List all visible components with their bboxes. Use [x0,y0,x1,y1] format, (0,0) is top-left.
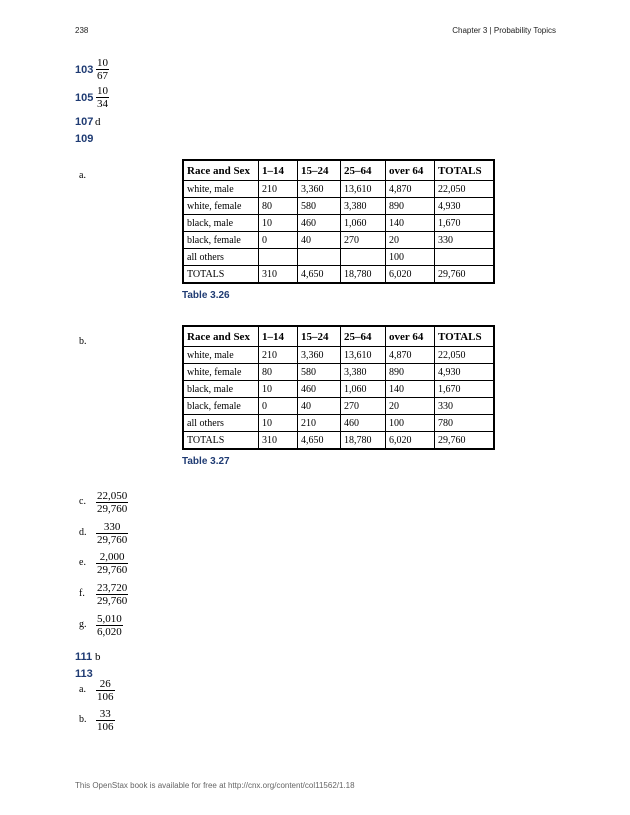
table-row [183,432,494,450]
table-cell: 460 [341,415,386,432]
chapter-title: Chapter 3 | Probability Topics [452,26,556,35]
table-header-row [183,160,494,181]
numerator: 330 [103,521,121,533]
table-row [183,398,494,415]
fraction [96,614,123,637]
table-cell: TOTALS [183,432,259,450]
table-header-cell: 15–24 [298,160,341,181]
footer-text: This OpenStax book is available for free at http://cnx.org/content/col11562/1.18 [75,781,355,790]
table-cell: 3,360 [298,347,341,364]
table-cell: 100 [386,249,435,266]
numerator: 23,720 [97,582,128,594]
table-cell: 0 [259,398,298,415]
table-cell: all others [183,415,259,432]
table-cell: 1,670 [435,381,495,398]
table-cell: white, male [183,181,259,198]
numerator: 2,000 [99,551,125,563]
table-cell: black, male [183,381,259,398]
table-cell: 10 [259,381,298,398]
answer-number-107: 107 [75,116,94,128]
answer-text-107: d [95,116,101,128]
part-label: f. [79,588,85,599]
table-cell: 270 [341,398,386,415]
table-cell: 22,050 [435,347,495,364]
table-header-cell: 1–14 [259,326,298,347]
part-label-a: a. [79,170,86,181]
fraction-105 [96,86,109,109]
table-cell: 4,930 [435,198,495,215]
table-cell: 780 [435,415,495,432]
fraction [96,491,128,514]
table-cell: 80 [259,198,298,215]
table-cell: 330 [435,398,495,415]
table-cell: 4,870 [386,347,435,364]
answer-number-105: 105 [75,92,94,104]
table-cell: 6,020 [386,432,435,450]
table-cell: 18,780 [341,432,386,450]
table-cell: 1,060 [341,381,386,398]
numerator: 33 [99,708,111,720]
answer-text-111: b [95,651,101,663]
table-cell: 20 [386,232,435,249]
table-header-cell: 1–14 [259,160,298,181]
table-cell: 210 [259,181,298,198]
table-cell: 29,760 [435,266,495,284]
part-label: d. [79,527,87,538]
table-cell: black, female [183,232,259,249]
table-cell: 270 [341,232,386,249]
table-cell: 310 [259,266,298,284]
table-cell: 4,930 [435,364,495,381]
table-cell: all others [183,249,259,266]
table-cell: 18,780 [341,266,386,284]
table-header-cell: 15–24 [298,326,341,347]
numerator: 26 [99,678,111,690]
table-header-cell: Race and Sex [183,160,259,181]
table-cell: 13,610 [341,181,386,198]
denominator: 106 [97,691,114,703]
table-cell [298,249,341,266]
table-cell: 13,610 [341,347,386,364]
table-3-26 [182,159,495,284]
table-row [183,181,494,198]
numerator: 10 [97,57,108,69]
denominator: 106 [97,721,114,733]
numerator: 10 [97,85,108,97]
part-label: a. [79,684,86,695]
table-cell: 0 [259,232,298,249]
table-cell: 10 [259,215,298,232]
table-cell: 580 [298,198,341,215]
table-cell: white, female [183,364,259,381]
answer-number-113: 113 [75,668,93,680]
table-row [183,266,494,284]
table-cell: 210 [298,415,341,432]
page-number: 238 [75,26,89,35]
table-header-cell: TOTALS [435,160,495,181]
table-cell: 1,670 [435,215,495,232]
table-cell: 3,380 [341,198,386,215]
table-cell: 6,020 [386,266,435,284]
fraction [96,583,128,606]
fraction [96,552,128,575]
table-cell: TOTALS [183,266,259,284]
table-header-cell: 25–64 [341,160,386,181]
table-cell: 10 [259,415,298,432]
part-label: b. [79,714,87,725]
table-cell: 1,060 [341,215,386,232]
fraction [96,522,128,545]
table-header-cell: over 64 [386,326,435,347]
table-cell: 4,870 [386,181,435,198]
table-cell: 100 [386,415,435,432]
table-cell: 80 [259,364,298,381]
table-cell: 140 [386,381,435,398]
table-cell: 4,650 [298,432,341,450]
table-cell: 890 [386,364,435,381]
table-cell: 40 [298,398,341,415]
table-cell: 890 [386,198,435,215]
table-header-row [183,326,494,347]
table-cell: 29,760 [435,432,495,450]
table-row [183,215,494,232]
table-row [183,198,494,215]
numerator: 5,010 [97,613,122,625]
part-label: g. [79,619,87,630]
table-row [183,347,494,364]
table-cell [341,249,386,266]
fraction-103 [96,58,109,81]
answer-number-109: 109 [75,133,94,145]
answer-number-103: 103 [75,64,94,76]
denominator: 29,760 [97,534,128,546]
table-caption-3-26: Table 3.26 [182,290,230,301]
numerator: 22,050 [97,490,128,502]
table-3-27 [182,325,495,450]
table-cell: 22,050 [435,181,495,198]
denominator: 29,760 [97,595,128,607]
table-header-cell: 25–64 [341,326,386,347]
table-cell: black, male [183,215,259,232]
denominator: 34 [97,98,108,110]
table-cell: 210 [259,347,298,364]
table-cell: 40 [298,232,341,249]
denominator: 6,020 [97,626,122,638]
table-cell: white, male [183,347,259,364]
fraction [96,679,115,702]
table-cell: 20 [386,398,435,415]
table-cell: 460 [298,215,341,232]
table-cell: 140 [386,215,435,232]
denominator: 67 [97,70,108,82]
table-cell: 310 [259,432,298,450]
table-caption-3-27: Table 3.27 [182,456,230,467]
denominator: 29,760 [97,564,128,576]
table-cell: 3,380 [341,364,386,381]
table-cell: 580 [298,364,341,381]
table-header-cell: TOTALS [435,326,495,347]
table-cell: white, female [183,198,259,215]
answer-number-111: 111 [75,651,93,663]
table-row [183,232,494,249]
table-cell [435,249,495,266]
table-cell: 330 [435,232,495,249]
table-header-cell: Race and Sex [183,326,259,347]
table-row [183,381,494,398]
fraction [96,709,115,732]
table-row [183,415,494,432]
table-cell: 460 [298,381,341,398]
table-cell: 4,650 [298,266,341,284]
part-label: c. [79,496,86,507]
table-cell: black, female [183,398,259,415]
table-cell: 3,360 [298,181,341,198]
table-row [183,364,494,381]
table-cell [259,249,298,266]
denominator: 29,760 [97,503,128,515]
table-header-cell: over 64 [386,160,435,181]
part-label: e. [79,557,86,568]
table-row [183,249,494,266]
part-label-b: b. [79,336,87,347]
